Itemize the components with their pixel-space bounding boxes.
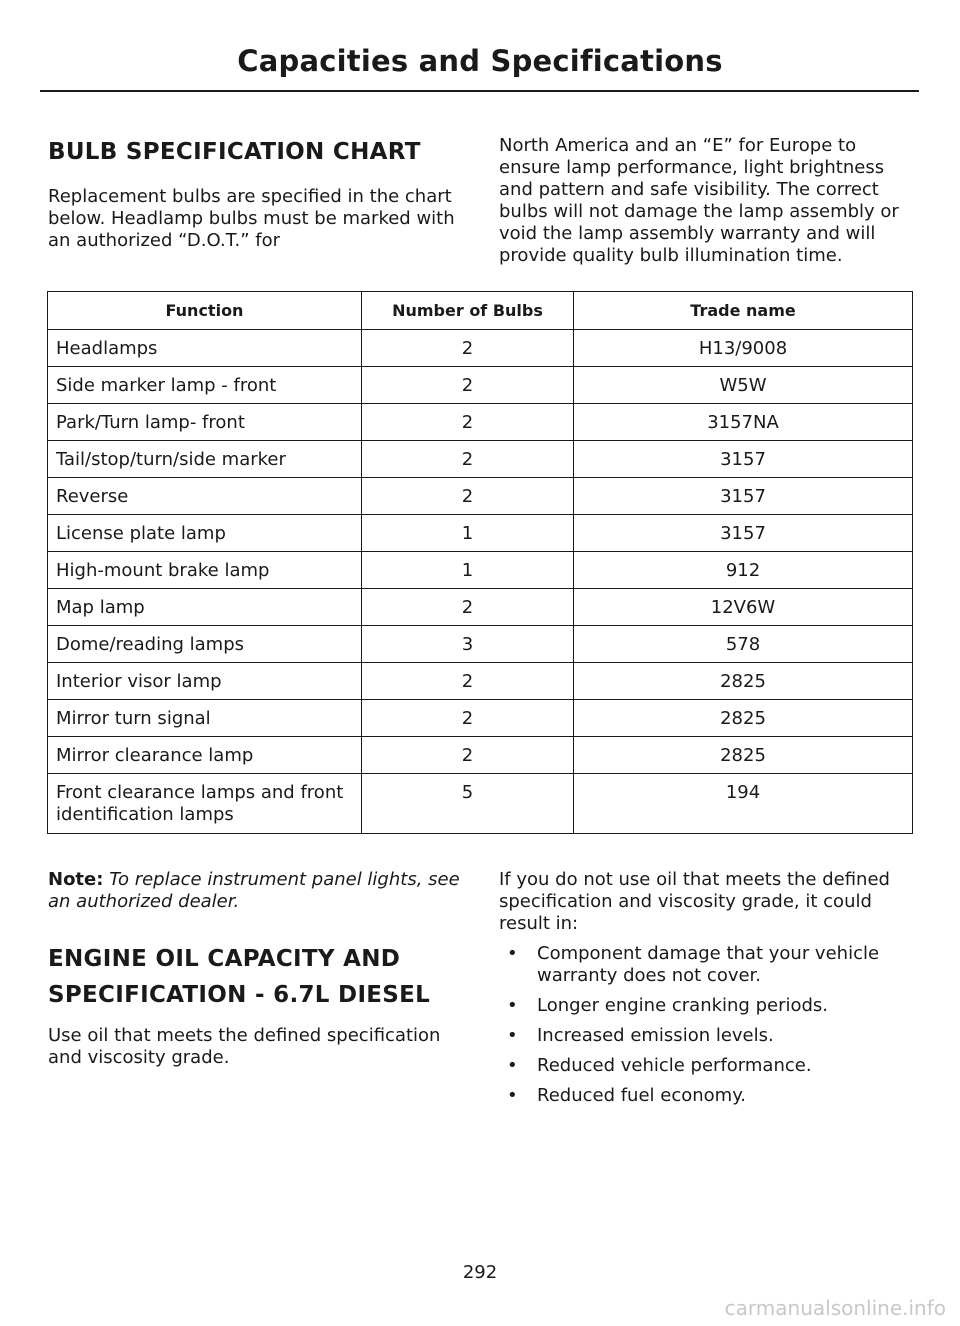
function-cell: Mirror clearance lamp bbox=[48, 737, 362, 774]
list-item bbox=[499, 1085, 919, 1107]
bulb-intro-left: Replacement bulbs are specified in the chart below. Headlamp bulbs must be marked with an authorized “D.O.T.” for bbox=[48, 186, 455, 251]
trade-name-cell: 3157 bbox=[574, 441, 913, 478]
oil-section-title: ENGINE OIL CAPACITY AND SPECIFICATION - 6.7L DIESEL bbox=[48, 946, 431, 1008]
count-cell: 2 bbox=[362, 700, 574, 737]
table-header-row bbox=[48, 292, 913, 330]
bullet-icon: • bbox=[507, 1085, 518, 1106]
count-cell: 2 bbox=[362, 589, 574, 626]
function-cell: Interior visor lamp bbox=[48, 663, 362, 700]
count-cell: 3 bbox=[362, 626, 574, 663]
function-cell: Dome/reading lamps bbox=[48, 626, 362, 663]
count-cell: 1 bbox=[362, 515, 574, 552]
table-row bbox=[48, 367, 913, 404]
table-row bbox=[48, 515, 913, 552]
count-cell: 2 bbox=[362, 404, 574, 441]
bullet-icon: • bbox=[507, 995, 518, 1016]
count-cell: 2 bbox=[362, 663, 574, 700]
list-item bbox=[499, 943, 919, 987]
column-header-trade-name: Trade name bbox=[574, 292, 913, 330]
function-cell: Mirror turn signal bbox=[48, 700, 362, 737]
function-cell: Park/Turn lamp- front bbox=[48, 404, 362, 441]
function-cell: Headlamps bbox=[48, 330, 362, 367]
list-item bbox=[499, 995, 919, 1017]
column-header-number-of-bulbs: Number of Bulbs bbox=[362, 292, 574, 330]
table-row bbox=[48, 663, 913, 700]
oil-consequence-list bbox=[499, 943, 919, 1115]
trade-name-cell: 3157NA bbox=[574, 404, 913, 441]
note bbox=[48, 869, 468, 913]
table-row bbox=[48, 774, 913, 834]
trade-name-cell: W5W bbox=[574, 367, 913, 404]
function-cell: Front clearance lamps and front identification lamps bbox=[48, 774, 362, 834]
count-cell: 1 bbox=[362, 552, 574, 589]
list-item-text: Longer engine cranking periods. bbox=[537, 995, 829, 1016]
bullet-icon: • bbox=[507, 1055, 518, 1076]
trade-name-cell: 12V6W bbox=[574, 589, 913, 626]
trade-name-cell: 2825 bbox=[574, 663, 913, 700]
trade-name-cell: 194 bbox=[574, 774, 913, 834]
page-header-title: Capacities and Specifications bbox=[237, 44, 723, 78]
column-header-function: Function bbox=[48, 292, 362, 330]
table-row bbox=[48, 478, 913, 515]
table-row bbox=[48, 404, 913, 441]
list-item bbox=[499, 1025, 919, 1047]
count-cell: 2 bbox=[362, 478, 574, 515]
function-cell: Map lamp bbox=[48, 589, 362, 626]
count-cell: 2 bbox=[362, 737, 574, 774]
trade-name-cell: 3157 bbox=[574, 515, 913, 552]
function-cell: License plate lamp bbox=[48, 515, 362, 552]
bullet-icon: • bbox=[507, 943, 518, 964]
function-cell: Tail/stop/turn/side marker bbox=[48, 441, 362, 478]
function-cell: Side marker lamp - front bbox=[48, 367, 362, 404]
count-cell: 2 bbox=[362, 330, 574, 367]
table-row bbox=[48, 737, 913, 774]
trade-name-cell: H13/9008 bbox=[574, 330, 913, 367]
trade-name-cell: 2825 bbox=[574, 700, 913, 737]
watermark: carmanualsonline.info bbox=[724, 1296, 946, 1320]
bulb-section-title: BULB SPECIFICATION CHART bbox=[48, 139, 421, 165]
trade-name-cell: 3157 bbox=[574, 478, 913, 515]
list-item-text: Reduced vehicle performance. bbox=[537, 1055, 812, 1076]
header-divider bbox=[40, 90, 919, 92]
trade-name-cell: 2825 bbox=[574, 737, 913, 774]
bullet-icon: • bbox=[507, 1025, 518, 1046]
note-text: To replace instrument panel lights, see an authorized dealer. bbox=[48, 869, 460, 912]
bulb-spec-table bbox=[47, 291, 913, 834]
trade-name-cell: 912 bbox=[574, 552, 913, 589]
table-row bbox=[48, 700, 913, 737]
function-cell: High-mount brake lamp bbox=[48, 552, 362, 589]
list-item-text: Component damage that your vehicle warranty does not cover. bbox=[537, 943, 880, 986]
bulb-intro-right: North America and an “E” for Europe to ensure lamp performance, light brightness and pattern and safe visibility. The correct bulbs will not damage the lamp assembly or void the lamp assembly warranty and will provide quality bulb illumination time. bbox=[499, 135, 899, 266]
count-cell: 2 bbox=[362, 441, 574, 478]
oil-section-text: Use oil that meets the defined specification and viscosity grade. bbox=[48, 1025, 441, 1068]
count-cell: 5 bbox=[362, 774, 574, 834]
trade-name-cell: 578 bbox=[574, 626, 913, 663]
count-cell: 2 bbox=[362, 367, 574, 404]
list-item-text: Increased emission levels. bbox=[537, 1025, 774, 1046]
list-item bbox=[499, 1055, 919, 1077]
note-label: Note: bbox=[48, 869, 104, 890]
table-row bbox=[48, 330, 913, 367]
oil-consequence-intro: If you do not use oil that meets the defined specification and viscosity grade, it could result in: bbox=[499, 869, 890, 934]
table-row bbox=[48, 626, 913, 663]
table-row bbox=[48, 552, 913, 589]
table-row bbox=[48, 589, 913, 626]
list-item-text: Reduced fuel economy. bbox=[537, 1085, 747, 1106]
page-number: 292 bbox=[462, 1262, 498, 1283]
table-row bbox=[48, 441, 913, 478]
function-cell: Reverse bbox=[48, 478, 362, 515]
